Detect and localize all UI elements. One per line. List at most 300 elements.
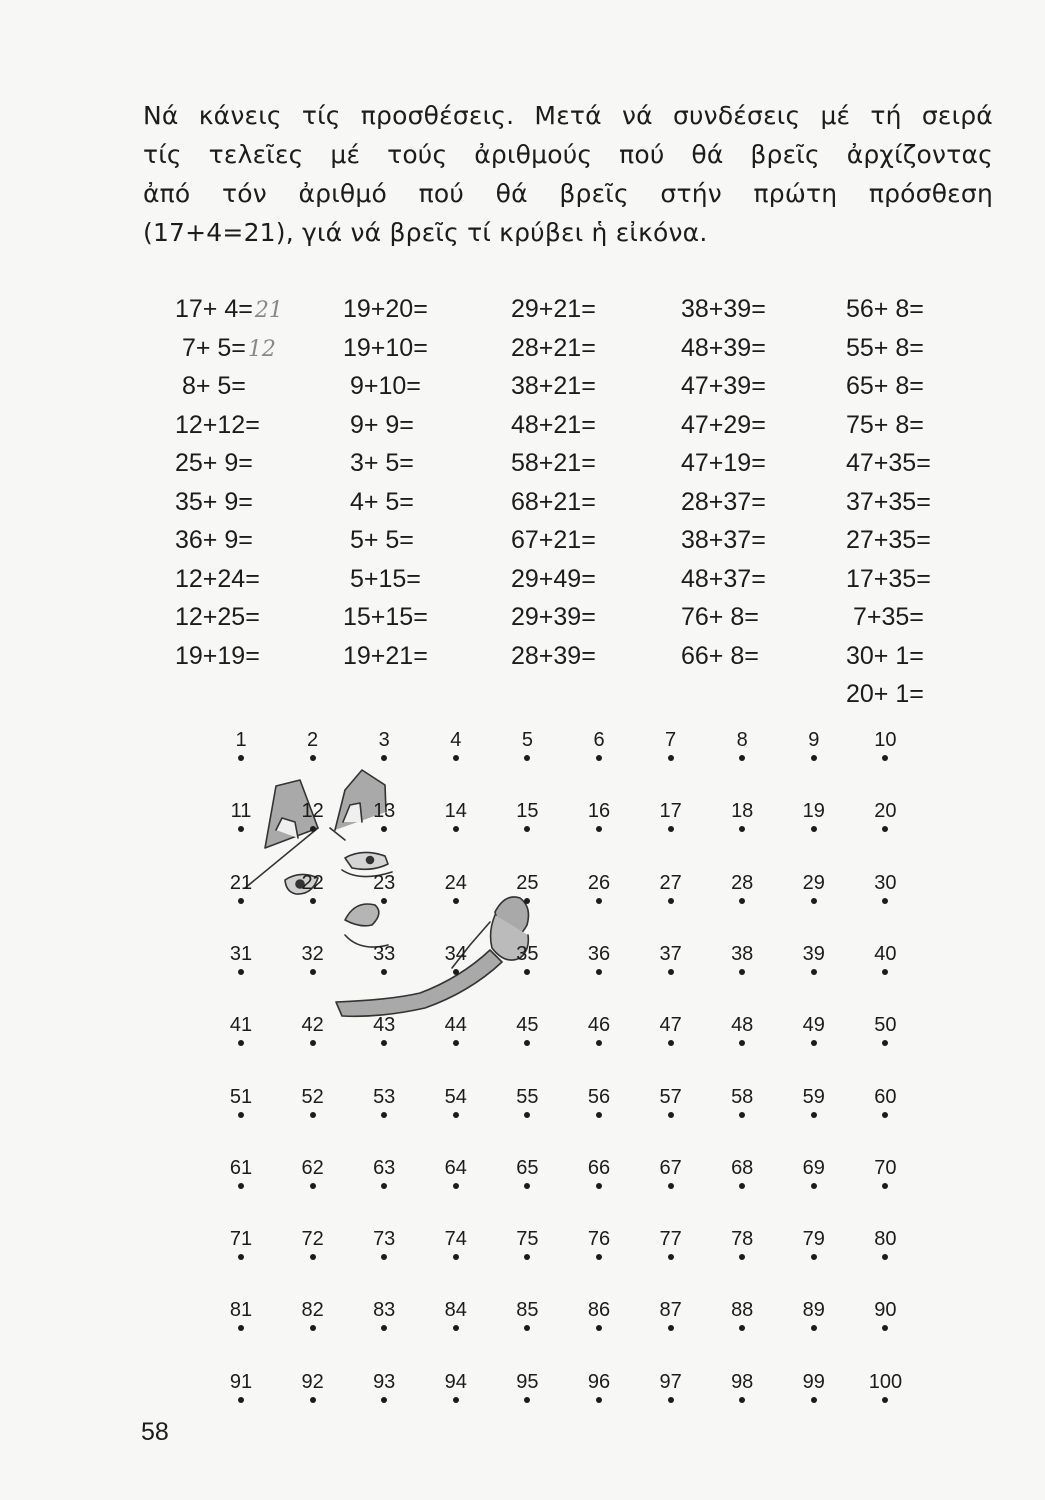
dot bbox=[811, 1112, 817, 1118]
dot bbox=[668, 1325, 674, 1331]
dot bbox=[596, 1325, 602, 1331]
grid-dot bbox=[426, 943, 486, 975]
grid-dot bbox=[855, 729, 915, 761]
grid-dot bbox=[569, 1228, 629, 1260]
grid-dot bbox=[569, 729, 629, 761]
grid-dot bbox=[497, 943, 557, 975]
dot bbox=[381, 826, 387, 832]
dot bbox=[668, 1183, 674, 1189]
dot-number: 76 bbox=[587, 1228, 611, 1251]
dot bbox=[811, 969, 817, 975]
dot-number: 22 bbox=[301, 871, 324, 894]
dot-number: 85 bbox=[516, 1299, 539, 1322]
dot bbox=[668, 898, 674, 904]
dot-number: 87 bbox=[659, 1299, 682, 1322]
dot-number: 35 bbox=[516, 942, 539, 965]
dot bbox=[524, 898, 530, 904]
problem-text: 12+24= bbox=[175, 564, 260, 593]
problem-text: 38+39= bbox=[681, 295, 766, 323]
grid-dot bbox=[283, 943, 343, 975]
dot bbox=[453, 755, 459, 761]
instruction-line: (17+4=21), γιά νά βρεῖς τί κρύβει ἡ εἰκόνα. bbox=[143, 218, 708, 247]
dot-number: 91 bbox=[229, 1370, 253, 1393]
dot bbox=[882, 1183, 888, 1189]
handwritten-answer: 12 bbox=[247, 336, 276, 362]
dot bbox=[310, 1040, 316, 1046]
handwritten-answer: 21 bbox=[254, 298, 283, 323]
grid-dot bbox=[784, 1299, 844, 1331]
dot-number: 30 bbox=[874, 871, 897, 894]
dot-number: 100 bbox=[868, 1370, 903, 1393]
dot-number: 8 bbox=[736, 729, 748, 751]
problem-text: 75+ 8= bbox=[846, 410, 924, 439]
grid-dot bbox=[497, 1157, 557, 1189]
problem-text: 47+19= bbox=[681, 449, 766, 477]
grid-dot bbox=[497, 1014, 557, 1046]
dot bbox=[453, 898, 459, 904]
dot bbox=[453, 1040, 459, 1046]
grid-dot bbox=[712, 1299, 772, 1331]
problem-text: 55+ 8= bbox=[846, 333, 924, 362]
dot bbox=[882, 898, 888, 904]
problem-text: 9+10= bbox=[343, 372, 421, 400]
dot bbox=[310, 1112, 316, 1118]
dot bbox=[882, 755, 888, 761]
dot bbox=[739, 1112, 745, 1118]
grid-dot bbox=[426, 1086, 486, 1118]
dot bbox=[596, 1397, 602, 1403]
dot bbox=[310, 969, 316, 975]
problem-text: 12+25= bbox=[175, 603, 260, 631]
dot-number: 98 bbox=[731, 1370, 754, 1393]
dot bbox=[453, 1254, 459, 1260]
dot bbox=[739, 826, 745, 832]
grid-dot bbox=[426, 1014, 486, 1046]
grid-dot bbox=[855, 943, 915, 975]
problem-text: 47+35= bbox=[846, 449, 931, 477]
problem-text: 15+15= bbox=[343, 603, 428, 631]
dot bbox=[668, 755, 674, 761]
grid-dot bbox=[712, 1086, 772, 1118]
dot-number: 83 bbox=[373, 1299, 396, 1322]
instruction-line: τίς τελεῖες μέ τούς ἀριθμούς πού θά βρεῖς ἀρχίζοντας bbox=[143, 140, 993, 169]
grid-dot bbox=[784, 800, 844, 832]
grid-dot bbox=[283, 1086, 343, 1118]
problem-text: 20+ 1= bbox=[846, 680, 924, 708]
grid-dot bbox=[497, 729, 557, 761]
dot-number: 12 bbox=[301, 800, 324, 823]
dot bbox=[238, 1254, 244, 1260]
grid-dot bbox=[569, 1157, 629, 1189]
problem-text: 37+35= bbox=[846, 487, 931, 516]
dot bbox=[668, 1254, 674, 1260]
grid-dot bbox=[497, 1228, 557, 1260]
dot bbox=[739, 1183, 745, 1189]
grid-dot bbox=[497, 800, 557, 832]
problem-text: 12+12= bbox=[175, 410, 260, 439]
dot-number: 38 bbox=[731, 942, 754, 965]
problem-text: 48+21= bbox=[511, 410, 596, 439]
grid-dot bbox=[211, 1371, 271, 1403]
grid-dot bbox=[354, 1157, 414, 1189]
dot-number: 57 bbox=[659, 1085, 682, 1108]
dot bbox=[811, 1040, 817, 1046]
grid-dot bbox=[784, 1014, 844, 1046]
dot-number: 52 bbox=[301, 1085, 324, 1108]
problem-text: 29+49= bbox=[511, 564, 596, 593]
grid-dot bbox=[211, 943, 271, 975]
dot bbox=[811, 1183, 817, 1189]
dot bbox=[238, 1183, 244, 1189]
grid-dot bbox=[569, 1371, 629, 1403]
dot-number: 50 bbox=[874, 1014, 897, 1037]
dot-number: 78 bbox=[731, 1228, 754, 1251]
grid-dot bbox=[283, 1014, 343, 1046]
dot bbox=[238, 969, 244, 975]
problem-text: 47+39= bbox=[681, 372, 766, 400]
dot-number: 45 bbox=[516, 1014, 539, 1037]
dot bbox=[596, 1112, 602, 1118]
dot bbox=[238, 826, 244, 832]
problem-text: 19+10= bbox=[343, 333, 428, 362]
grid-dot bbox=[354, 1371, 414, 1403]
problem-text: 35+ 9= bbox=[175, 487, 253, 516]
dot bbox=[310, 1254, 316, 1260]
dot bbox=[238, 1040, 244, 1046]
grid-dot bbox=[426, 1371, 486, 1403]
problem-text: 29+21= bbox=[511, 295, 596, 323]
dot bbox=[524, 1325, 530, 1331]
problem-text: 25+ 9= bbox=[175, 449, 253, 477]
grid-dot bbox=[784, 943, 844, 975]
dot-number: 69 bbox=[802, 1156, 825, 1179]
dot-number: 96 bbox=[587, 1370, 611, 1393]
dot bbox=[310, 1325, 316, 1331]
dot bbox=[453, 1325, 459, 1331]
dot-number: 65 bbox=[516, 1156, 539, 1179]
grid-dot bbox=[497, 1371, 557, 1403]
grid-dot bbox=[712, 943, 772, 975]
dot-number: 28 bbox=[731, 871, 754, 894]
dot bbox=[739, 898, 745, 904]
dot bbox=[882, 969, 888, 975]
problem-text: 36+ 9= bbox=[175, 526, 253, 554]
dot-number: 21 bbox=[229, 871, 253, 894]
problem-text: 3+ 5= bbox=[343, 449, 414, 477]
dot-number: 72 bbox=[301, 1228, 324, 1251]
dot bbox=[524, 1112, 530, 1118]
grid-dot bbox=[426, 800, 486, 832]
problem-text: 38+21= bbox=[511, 372, 596, 400]
dot bbox=[668, 1397, 674, 1403]
dot bbox=[524, 969, 530, 975]
grid-dot bbox=[569, 872, 629, 904]
dot bbox=[310, 1183, 316, 1189]
problem-text: 28+21= bbox=[511, 333, 596, 362]
dot bbox=[668, 826, 674, 832]
dot bbox=[811, 898, 817, 904]
grid-dot bbox=[426, 1299, 486, 1331]
dot-number: 51 bbox=[229, 1085, 253, 1108]
grid-dot bbox=[354, 872, 414, 904]
grid-dot bbox=[569, 1086, 629, 1118]
dot bbox=[596, 826, 602, 832]
dot-number: 60 bbox=[874, 1085, 897, 1108]
grid-dot bbox=[641, 1299, 701, 1331]
grid-dot bbox=[712, 872, 772, 904]
dot bbox=[596, 898, 602, 904]
dot bbox=[524, 1254, 530, 1260]
dot-number: 11 bbox=[230, 800, 252, 823]
dot-number: 79 bbox=[802, 1228, 825, 1251]
dot bbox=[381, 1040, 387, 1046]
dot-number: 74 bbox=[444, 1228, 467, 1251]
dot bbox=[453, 1183, 459, 1189]
dot bbox=[739, 1254, 745, 1260]
dot-number: 53 bbox=[373, 1085, 396, 1108]
problem-text: 28+39= bbox=[511, 641, 596, 670]
dot-number: 31 bbox=[229, 942, 253, 965]
problem-text: 48+39= bbox=[681, 333, 766, 362]
grid-dot bbox=[426, 1157, 486, 1189]
dot-number: 66 bbox=[587, 1156, 611, 1179]
dot-number: 41 bbox=[229, 1014, 253, 1037]
problem-text: 47+29= bbox=[681, 410, 766, 439]
grid-dot bbox=[712, 1228, 772, 1260]
dot-number: 64 bbox=[444, 1156, 467, 1179]
grid-dot bbox=[641, 1228, 701, 1260]
dot bbox=[453, 1112, 459, 1118]
problem-text: 19+20= bbox=[343, 295, 428, 323]
grid-dot bbox=[712, 729, 772, 761]
dot bbox=[310, 1397, 316, 1403]
dot bbox=[811, 1254, 817, 1260]
dot-number: 34 bbox=[444, 942, 467, 965]
dot-number: 23 bbox=[373, 871, 396, 894]
dot bbox=[238, 1325, 244, 1331]
problem-text: 27+35= bbox=[846, 526, 931, 554]
dot bbox=[238, 1112, 244, 1118]
dot bbox=[524, 1040, 530, 1046]
grid-dot bbox=[283, 1157, 343, 1189]
grid-dot bbox=[354, 943, 414, 975]
dot bbox=[811, 755, 817, 761]
dot-number: 27 bbox=[659, 871, 682, 894]
dot bbox=[310, 826, 316, 832]
dot-number: 14 bbox=[444, 800, 467, 823]
dot-number: 71 bbox=[229, 1228, 253, 1251]
dot-number: 16 bbox=[587, 800, 611, 823]
grid-dot bbox=[569, 1014, 629, 1046]
dot bbox=[882, 1040, 888, 1046]
dot-number: 54 bbox=[444, 1085, 467, 1108]
grid-dot bbox=[283, 1299, 343, 1331]
dot bbox=[453, 1397, 459, 1403]
dot-number: 81 bbox=[229, 1299, 253, 1322]
problem-text: 17+35= bbox=[846, 564, 931, 593]
problem-text: 7+ 5= bbox=[175, 333, 246, 362]
dot-number: 56 bbox=[587, 1085, 611, 1108]
instruction-line: ἀπό τόν ἀριθμό πού θά βρεῖς στήν πρώτη πρόσθεση bbox=[143, 179, 993, 208]
dot-number: 18 bbox=[731, 800, 754, 823]
dot bbox=[310, 898, 316, 904]
dot-number: 15 bbox=[516, 800, 539, 823]
problem-text: 29+39= bbox=[511, 603, 596, 631]
grid-dot bbox=[712, 800, 772, 832]
grid-dot bbox=[641, 1014, 701, 1046]
grid-dot bbox=[784, 872, 844, 904]
dot bbox=[811, 1397, 817, 1403]
dot-number: 88 bbox=[731, 1299, 754, 1322]
grid-dot bbox=[855, 872, 915, 904]
grid-dot bbox=[211, 729, 271, 761]
grid-dot bbox=[283, 729, 343, 761]
problem-text: 9+ 9= bbox=[343, 410, 414, 439]
grid-dot bbox=[497, 872, 557, 904]
problem-text: 5+ 5= bbox=[343, 526, 414, 554]
dot-number: 17 bbox=[659, 800, 682, 823]
grid-dot bbox=[855, 1086, 915, 1118]
dot-number: 95 bbox=[516, 1370, 539, 1393]
dot bbox=[310, 755, 316, 761]
dot bbox=[596, 969, 602, 975]
dot bbox=[882, 1325, 888, 1331]
grid-dot bbox=[354, 800, 414, 832]
grid-dot bbox=[784, 729, 844, 761]
problem-text: 19+19= bbox=[175, 641, 260, 670]
dot-number: 19 bbox=[802, 800, 825, 823]
grid-dot bbox=[497, 1299, 557, 1331]
dot bbox=[524, 1397, 530, 1403]
dot bbox=[524, 1183, 530, 1189]
grid-dot bbox=[784, 1157, 844, 1189]
grid-dot bbox=[641, 1371, 701, 1403]
dot-number: 39 bbox=[802, 942, 825, 965]
problem-text: 56+ 8= bbox=[846, 295, 924, 323]
grid-dot bbox=[283, 800, 343, 832]
dot bbox=[739, 969, 745, 975]
problem-text: 8+ 5= bbox=[175, 372, 246, 400]
dot bbox=[381, 1397, 387, 1403]
problem-text: 28+37= bbox=[681, 487, 766, 516]
grid-dot bbox=[497, 1086, 557, 1118]
dot bbox=[668, 1112, 674, 1118]
dot-number: 63 bbox=[373, 1156, 396, 1179]
dot bbox=[882, 826, 888, 832]
problem-text: 66+ 8= bbox=[681, 641, 759, 670]
problem-text: 68+21= bbox=[511, 487, 596, 516]
grid-dot bbox=[855, 1014, 915, 1046]
dot-number: 9 bbox=[808, 729, 820, 751]
dot bbox=[739, 1397, 745, 1403]
dot bbox=[668, 969, 674, 975]
dot bbox=[381, 1325, 387, 1331]
grid-dot bbox=[569, 943, 629, 975]
dot-number: 77 bbox=[659, 1228, 682, 1251]
grid-dot bbox=[283, 872, 343, 904]
grid-dot bbox=[211, 1086, 271, 1118]
grid-dot bbox=[211, 800, 271, 832]
dot-number: 47 bbox=[659, 1014, 682, 1037]
grid-dot bbox=[211, 1157, 271, 1189]
grid-dot bbox=[211, 1228, 271, 1260]
problem-text: 67+21= bbox=[511, 526, 596, 554]
dot-number: 36 bbox=[587, 942, 611, 965]
dot-number: 89 bbox=[802, 1299, 825, 1322]
dot bbox=[596, 1040, 602, 1046]
grid-dot bbox=[641, 1157, 701, 1189]
dot bbox=[238, 898, 244, 904]
dot-number: 80 bbox=[874, 1228, 897, 1251]
grid-dot bbox=[426, 729, 486, 761]
grid-dot bbox=[641, 872, 701, 904]
grid-dot bbox=[211, 1014, 271, 1046]
dot bbox=[381, 755, 387, 761]
grid-dot bbox=[641, 800, 701, 832]
dot bbox=[668, 1040, 674, 1046]
problem-text: 48+37= bbox=[681, 564, 766, 593]
instruction-line: Νά κάνεις τίς προσθέσεις. Μετά νά συνδέσεις μέ τή σειρά bbox=[143, 101, 993, 130]
dot bbox=[381, 1112, 387, 1118]
dot bbox=[739, 1325, 745, 1331]
grid-dot bbox=[712, 1014, 772, 1046]
cat-nose bbox=[345, 904, 379, 926]
grid-dot bbox=[855, 1371, 915, 1403]
dot bbox=[811, 826, 817, 832]
grid-dot bbox=[354, 1228, 414, 1260]
dot-number: 62 bbox=[301, 1156, 324, 1179]
dot bbox=[596, 1183, 602, 1189]
dot-number: 90 bbox=[874, 1299, 897, 1322]
dot-number: 92 bbox=[301, 1370, 324, 1393]
dot-number: 6 bbox=[593, 729, 605, 751]
grid-dot bbox=[426, 1228, 486, 1260]
dot bbox=[811, 1325, 817, 1331]
problem-text: 65+ 8= bbox=[846, 372, 924, 400]
grid-dot bbox=[784, 1228, 844, 1260]
grid-dot bbox=[354, 1014, 414, 1046]
dot bbox=[238, 755, 244, 761]
dot-number: 37 bbox=[659, 942, 682, 965]
dot bbox=[596, 1254, 602, 1260]
dot-number: 84 bbox=[444, 1299, 467, 1322]
dot bbox=[882, 1397, 888, 1403]
dot bbox=[596, 755, 602, 761]
problem-text: 30+ 1= bbox=[846, 641, 924, 670]
grid-dot bbox=[641, 729, 701, 761]
dot-number: 82 bbox=[301, 1299, 324, 1322]
grid-dot bbox=[426, 872, 486, 904]
problem-text: 4+ 5= bbox=[343, 487, 414, 516]
grid-dot bbox=[354, 1086, 414, 1118]
problem-text: 7+35= bbox=[846, 603, 924, 631]
dot bbox=[453, 826, 459, 832]
grid-dot bbox=[855, 1299, 915, 1331]
grid-dot bbox=[283, 1228, 343, 1260]
dot-number: 59 bbox=[802, 1085, 825, 1108]
problem-text: 5+15= bbox=[343, 564, 421, 593]
grid-dot bbox=[569, 800, 629, 832]
dot bbox=[739, 755, 745, 761]
dot bbox=[381, 969, 387, 975]
dot-number: 67 bbox=[659, 1156, 682, 1179]
dot-number: 40 bbox=[874, 942, 897, 965]
dot-number: 29 bbox=[802, 871, 825, 894]
problem-text: 58+21= bbox=[511, 449, 596, 477]
dot bbox=[739, 1040, 745, 1046]
dot-number: 58 bbox=[731, 1085, 754, 1108]
dot bbox=[381, 898, 387, 904]
